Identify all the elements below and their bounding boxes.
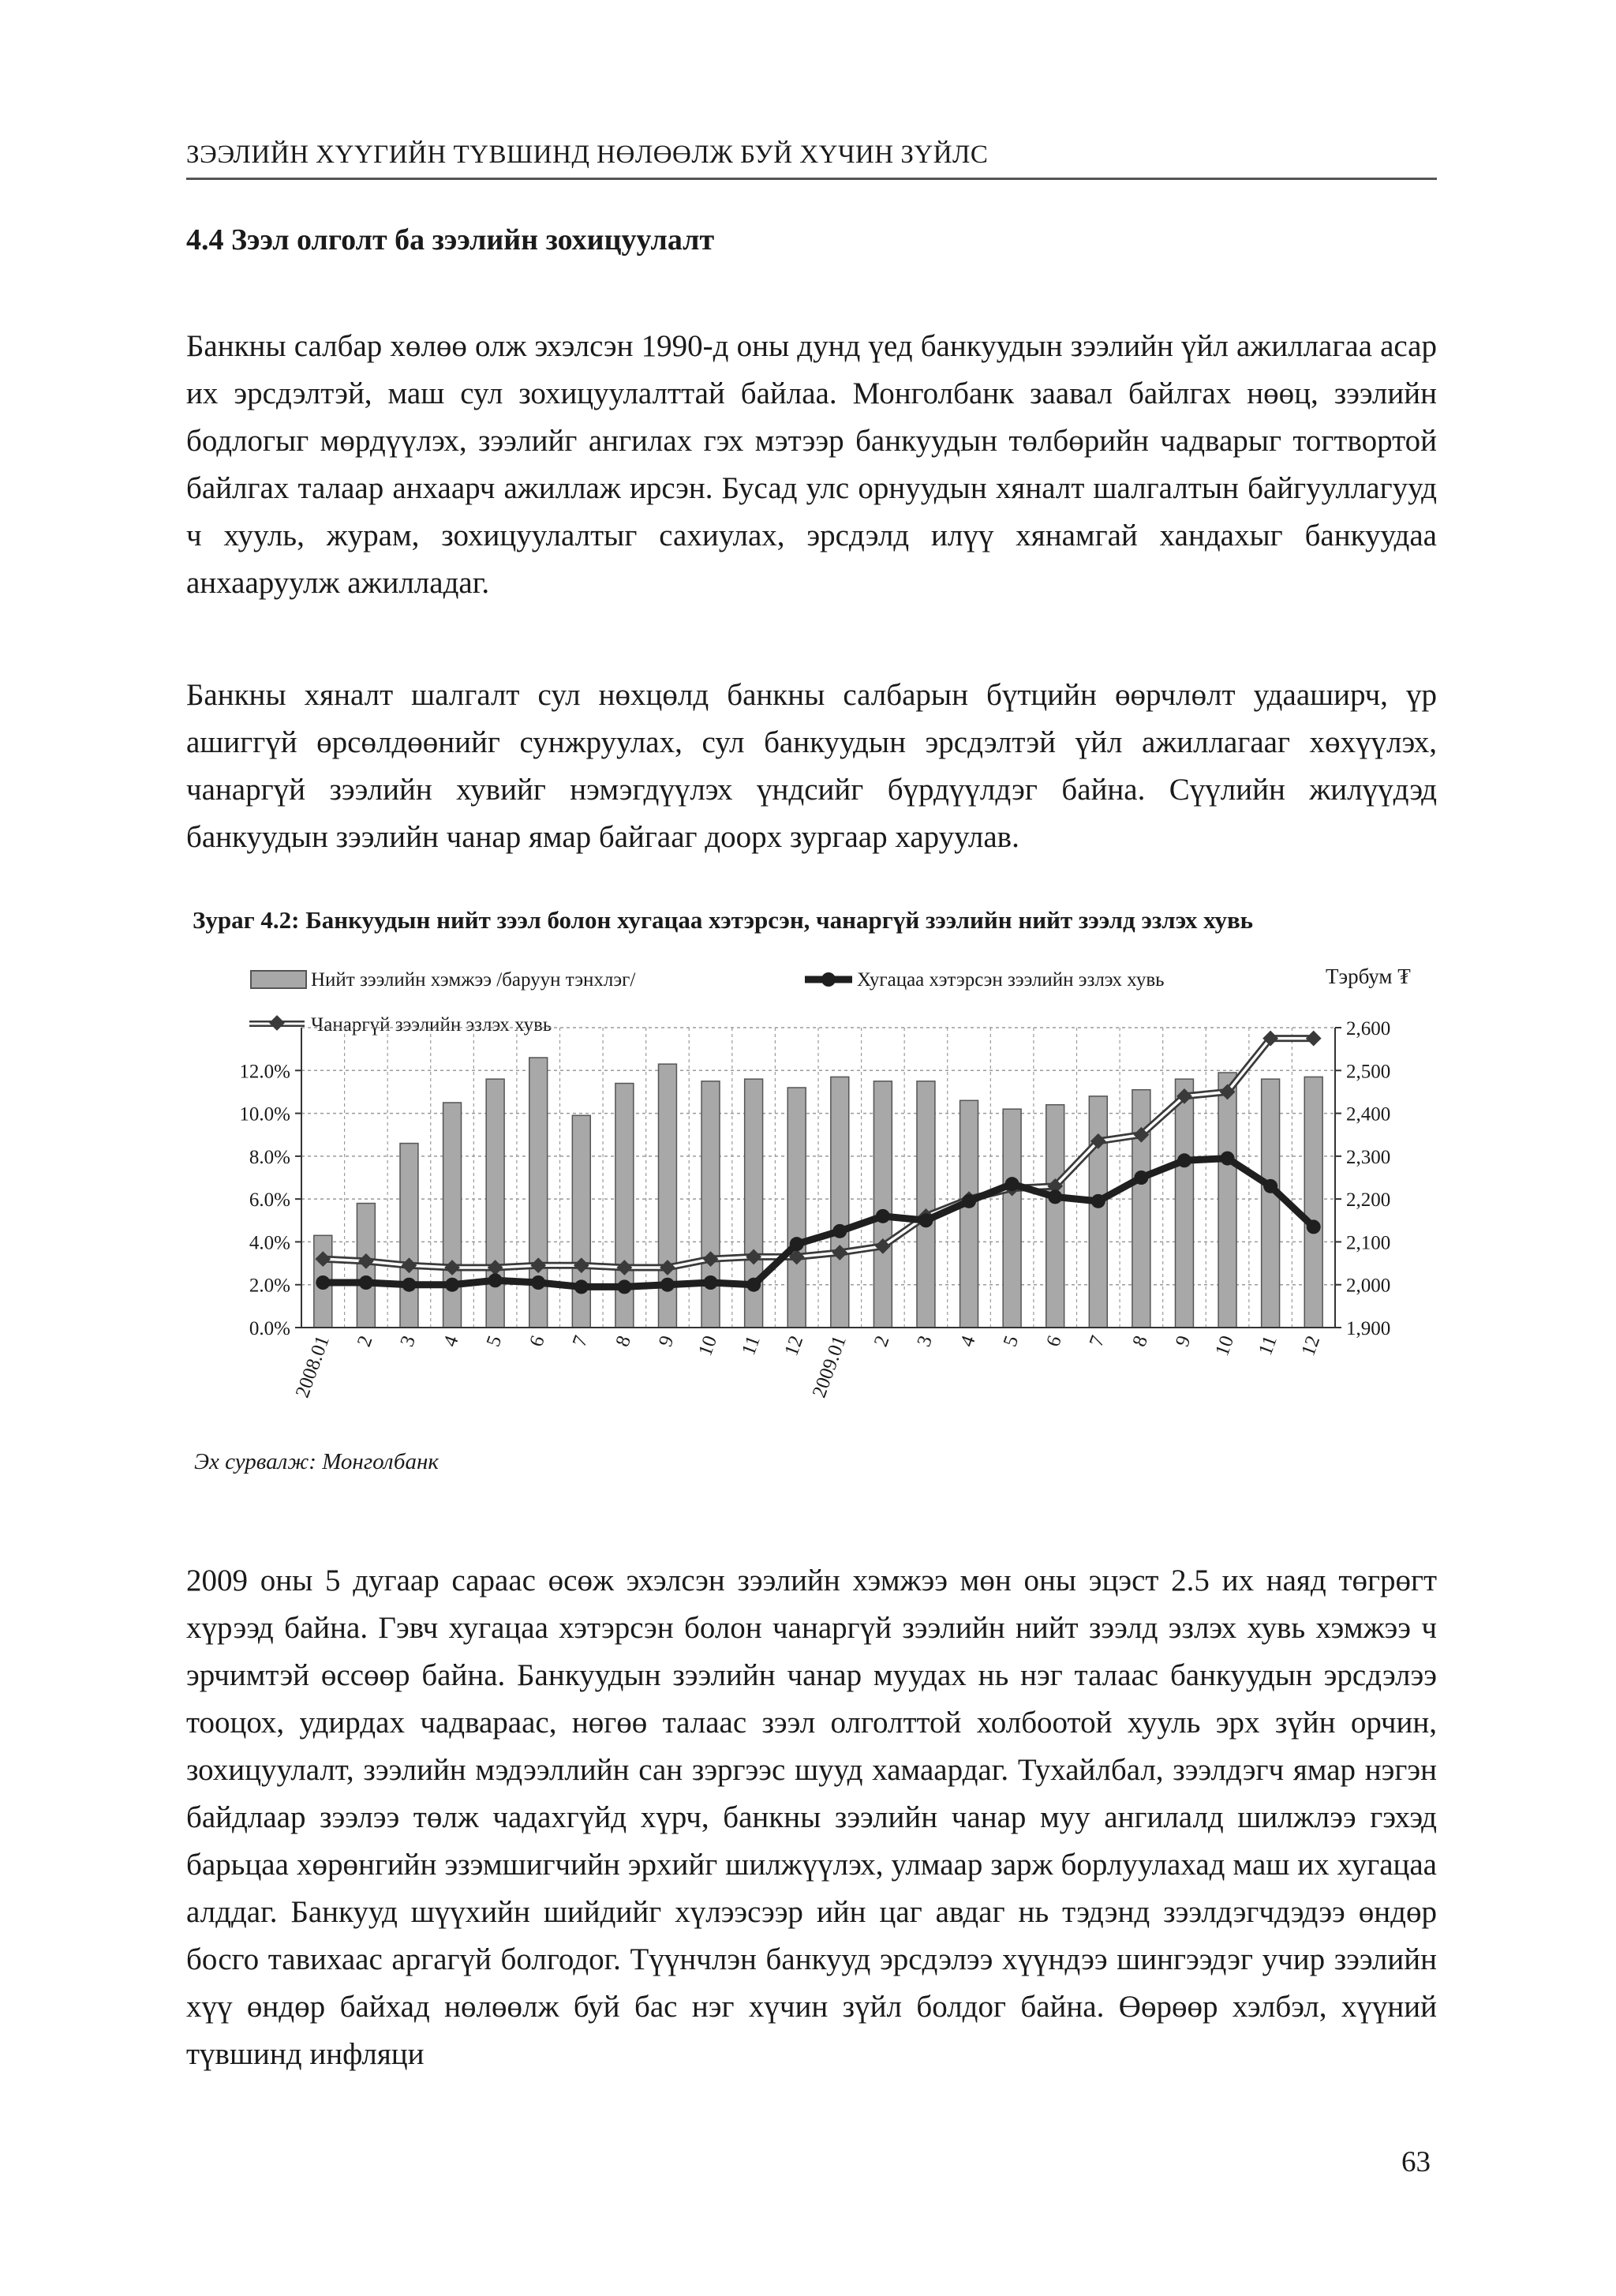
bar-total-loans bbox=[873, 1081, 892, 1328]
x-tick-label: 6 bbox=[526, 1332, 549, 1350]
figure-source: Эх сурвалж: Монголбанк bbox=[194, 1449, 439, 1474]
x-tick-label: 9 bbox=[1171, 1332, 1195, 1350]
right-axis-unit: Тэрбум ₮ bbox=[1326, 964, 1411, 988]
right-tick-label: 1,900 bbox=[1346, 1318, 1391, 1339]
overdue-point bbox=[1177, 1153, 1191, 1167]
overdue-point bbox=[531, 1275, 545, 1290]
x-tick-label: 8 bbox=[1128, 1332, 1153, 1350]
overdue-point bbox=[316, 1275, 330, 1290]
page-number: 63 bbox=[1401, 2146, 1431, 2178]
bar-total-loans bbox=[1175, 1079, 1193, 1328]
overdue-point bbox=[617, 1279, 631, 1294]
overdue-point bbox=[962, 1194, 976, 1208]
paragraph-intro: Банкны салбар хөлөө олж эхэлсэн 1990-д оны дунд үед банкуудын зээлийн үйл ажиллагаа асар их эрсдэлтэй, маш сул зохицуулалттай байлаа. Монголбанк заавал байлгах нөөц, зээлийн бодлогыг мөрдүүлэх, зээлийг ангилах гэх мэтээр банкуудын төлбөрийн чадварыг тогтвортой байлгах талаар анхаарч ажиллаж ирсэн. Бусад улс орнуудын хяналт шалгалтын байгууллагууд ч хууль, журам, зохицуулалтыг сахиулах, эрсдэлд илүү хянамгай хандахыг банкуудаа анхааруулж ажилладаг. bbox=[186, 329, 1437, 600]
x-tick-label: 2009.01 bbox=[808, 1332, 851, 1401]
left-tick-label: 12.0% bbox=[239, 1061, 290, 1083]
overdue-point bbox=[832, 1224, 847, 1238]
x-tick-label: 4 bbox=[956, 1332, 980, 1350]
bar-total-loans bbox=[486, 1079, 504, 1328]
legend-overdue-label: Хугацаа хэтэрсэн зээлийн эзлэх хувь bbox=[857, 969, 1165, 991]
bar-total-loans bbox=[1046, 1105, 1064, 1328]
x-tick-label: 2 bbox=[353, 1332, 377, 1350]
x-tick-label: 8 bbox=[612, 1332, 636, 1350]
left-tick-label: 6.0% bbox=[249, 1189, 290, 1212]
x-tick-label: 5 bbox=[482, 1332, 507, 1350]
overdue-point bbox=[1307, 1219, 1321, 1234]
figure-caption: Зураг 4.2: Банкуудын нийт зээл болон хугацаа хэтэрсэн, чанаргүй зээлийн нийт зээлд эзлэх хувь bbox=[193, 906, 1254, 934]
bar-total-loans bbox=[1003, 1109, 1021, 1328]
overdue-point bbox=[660, 1278, 675, 1292]
x-tick-label: 11 bbox=[738, 1332, 765, 1358]
overdue-point bbox=[445, 1278, 459, 1292]
overdue-point bbox=[1263, 1179, 1277, 1193]
overdue-point bbox=[1005, 1177, 1019, 1191]
bar-total-loans bbox=[1304, 1077, 1322, 1328]
x-tick-label: 7 bbox=[568, 1332, 593, 1350]
section-title: 4.4 Зээл олголт ба зээлийн зохицуулалт bbox=[186, 223, 715, 257]
right-tick-label: 2,100 bbox=[1346, 1232, 1391, 1254]
running-head: ЗЭЭЛИЙН ХҮҮГИЙН ТҮВШИНД НӨЛӨӨЛЖ БУЙ ХҮЧИН ЗҮЙЛС bbox=[186, 140, 1437, 180]
paragraph-analysis: 2009 оны 5 дугаар сараас өсөж эхэлсэн зээлийн хэмжээ мөн оны эцэст 2.5 их наяд төгрөгт хүрээд байна. Гэвч хугацаа хэтэрсэн болон чанаргүй зээлийн нийт зээлд эзлэх хувь хэмжээ ч эрчимтэй өссөөр байна. Банкуудын зээлийн чанар муудах нь нэг талаас банкуудын эрсдэлээ тооцох, удирдах чадвараас, нөгөө талаас зээл олголттой холбоотой хууль эрх зүйн орчин, зохицуулалт, зээлийн мэдээллийн сан зэргээс шууд хамаардаг. Тухайлбал, зээлдэгч ямар нэгэн байдлаар зээлээ төлж чадахгүйд хүрч, банкны зээлийн чанар муу ангилалд шилжлээ гэхэд барьцаа хөрөнгийн эзэмшигчийн эрхийг шилжүүлэх, улмаар зарж борлуулахад маш их хугацаа алддаг. Банкууд шүүхийн шийдийг хүлээсээр ийн цаг авдаг нь тэдэнд зээлдэгчдэдээ өндөр босго тавихаас аргагүй болгодог. Түүнчлэн банкууд эрсдэлээ хүүндээ шингээдэг учир зээлийн хүү өндөр байхад нөлөөлж буй бас нэг хүчин зүйл болдог байна. Өөрөөр хэлбэл, хүүний түвшинд инфляци bbox=[186, 1564, 1437, 2071]
right-tick-label: 2,000 bbox=[1346, 1275, 1391, 1297]
x-tick-label: 11 bbox=[1255, 1332, 1281, 1358]
bar-total-loans bbox=[831, 1077, 849, 1328]
nonperforming-point bbox=[1306, 1031, 1322, 1047]
x-tick-label: 12 bbox=[1297, 1332, 1325, 1359]
legend-bar-label: Нийт зээлийн хэмжээ /баруун тэнхлэг/ bbox=[311, 969, 636, 991]
legend-bar-swatch bbox=[251, 971, 306, 988]
bar-total-loans bbox=[960, 1100, 978, 1328]
bar-total-loans bbox=[400, 1144, 418, 1328]
bar-total-loans bbox=[443, 1103, 462, 1328]
left-tick-label: 8.0% bbox=[249, 1146, 290, 1168]
x-tick-label: 6 bbox=[1042, 1332, 1066, 1350]
overdue-point bbox=[1221, 1152, 1235, 1166]
x-tick-label: 10 bbox=[694, 1332, 722, 1359]
legend-overdue-marker bbox=[821, 972, 836, 987]
bar-total-loans bbox=[917, 1081, 935, 1328]
paragraph-supervision: Банкны хяналт шалгалт сул нөхцөлд банкны салбарын бүтцийн өөрчлөлт удааширч, үр ашиггүй өрсөлдөөнийг сунжруулах, сул банкуудын эрсдэлтэй үйл ажиллагааг хөхүүлэх, чанаргүй зээлийн хувийг нэмэгдүүлэх үндсийг бүрдүүлдэг байна. Сүүлийн жилүүдэд банкуудын зээлийн чанар ямар байгааг доорх зургаар харуулав. bbox=[186, 678, 1437, 854]
right-tick-label: 2,500 bbox=[1346, 1061, 1391, 1083]
bar-total-loans bbox=[787, 1088, 806, 1328]
x-tick-label: 7 bbox=[1085, 1332, 1109, 1350]
bar-total-loans bbox=[572, 1115, 590, 1328]
overdue-point bbox=[746, 1278, 761, 1292]
loan-quality-chart bbox=[158, 947, 1468, 1444]
x-tick-label: 3 bbox=[913, 1332, 937, 1350]
x-tick-label: 12 bbox=[780, 1332, 808, 1359]
left-tick-label: 10.0% bbox=[239, 1103, 290, 1126]
legend-nonperforming-marker bbox=[269, 1015, 285, 1031]
x-tick-label: 2 bbox=[870, 1332, 894, 1350]
right-tick-label: 2,400 bbox=[1346, 1103, 1391, 1126]
x-tick-label: 2008.01 bbox=[291, 1332, 334, 1401]
overdue-point bbox=[1048, 1189, 1062, 1204]
x-tick-label: 5 bbox=[999, 1332, 1023, 1350]
bar-total-loans bbox=[701, 1081, 720, 1328]
overdue-point bbox=[918, 1213, 933, 1227]
left-tick-label: 0.0% bbox=[249, 1318, 290, 1339]
right-tick-label: 2,200 bbox=[1346, 1189, 1391, 1212]
x-tick-label: 3 bbox=[396, 1332, 421, 1350]
x-tick-label: 9 bbox=[654, 1332, 679, 1350]
overdue-point bbox=[704, 1275, 718, 1290]
x-tick-label: 4 bbox=[440, 1332, 463, 1350]
overdue-point bbox=[1134, 1170, 1148, 1185]
overdue-point bbox=[402, 1278, 416, 1292]
x-tick-label: 10 bbox=[1211, 1332, 1239, 1359]
overdue-point bbox=[790, 1237, 804, 1251]
overdue-point bbox=[1091, 1194, 1105, 1208]
right-tick-label: 2,600 bbox=[1346, 1018, 1391, 1039]
legend-nonperforming-label: Чанаргүй зээлийн эзлэх хувь bbox=[311, 1014, 552, 1036]
overdue-point bbox=[488, 1273, 503, 1287]
chart-legend bbox=[249, 964, 1411, 1036]
left-tick-label: 4.0% bbox=[249, 1232, 290, 1254]
right-tick-label: 2,300 bbox=[1346, 1146, 1391, 1168]
overdue-point bbox=[359, 1275, 373, 1290]
bar-total-loans bbox=[1218, 1073, 1236, 1328]
overdue-point bbox=[574, 1279, 589, 1294]
bar-total-loans bbox=[1262, 1079, 1280, 1328]
bar-total-loans bbox=[1089, 1096, 1107, 1328]
left-tick-label: 2.0% bbox=[249, 1275, 290, 1297]
overdue-point bbox=[876, 1209, 890, 1223]
